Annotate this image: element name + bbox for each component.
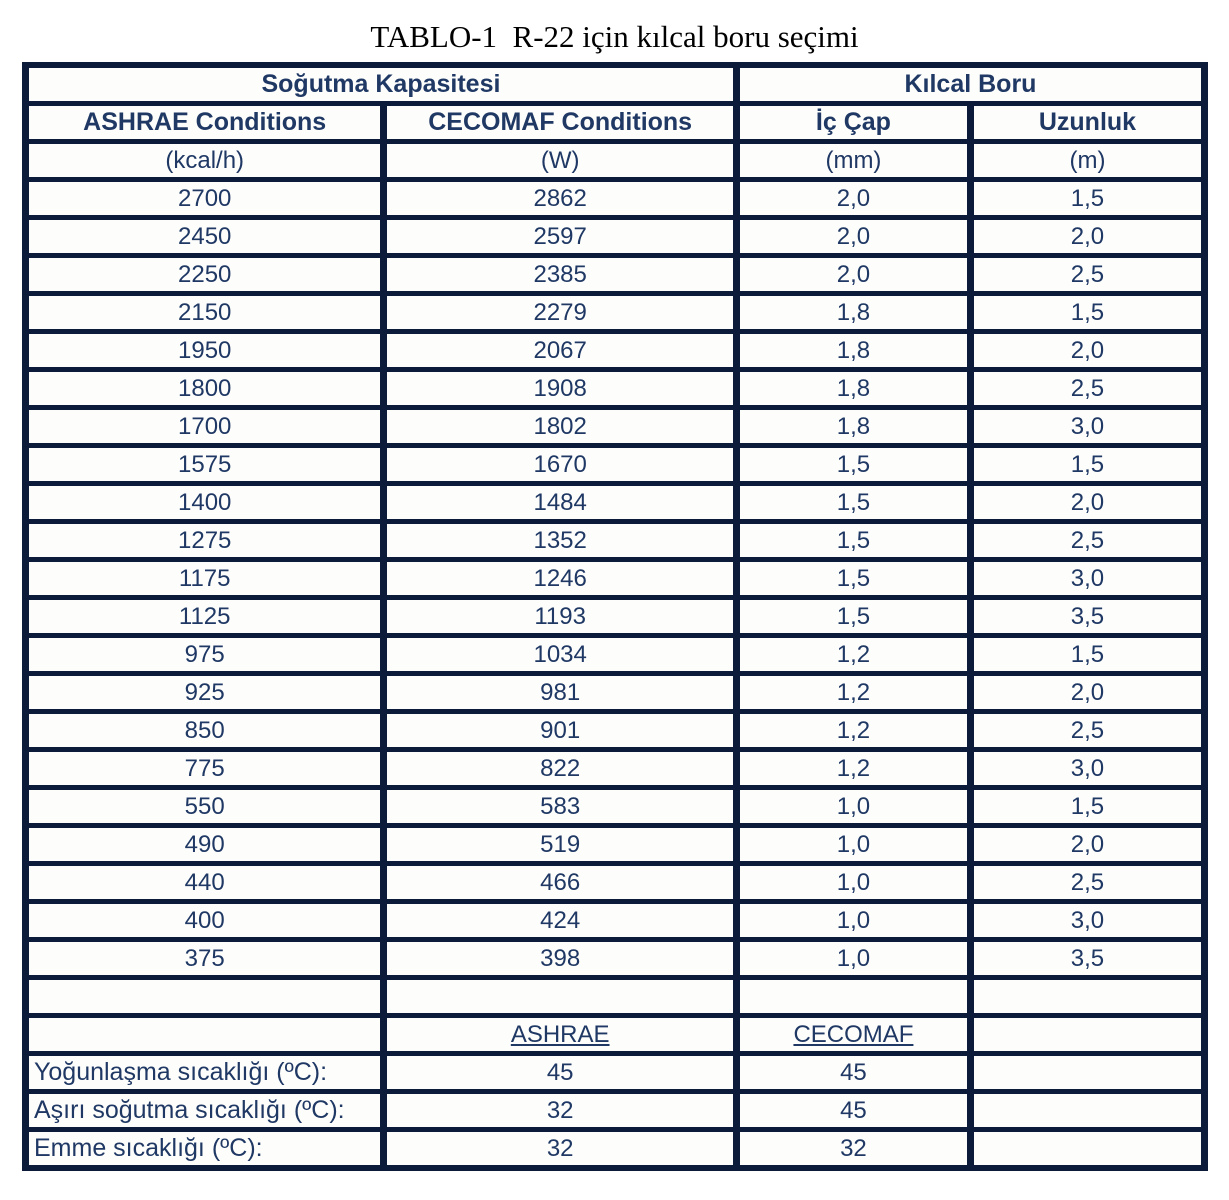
table-row	[26, 674, 1205, 712]
table-cell: 1,0	[736, 788, 970, 826]
table-cell: 1,5	[736, 560, 970, 598]
table-cell: 1800	[26, 370, 384, 408]
table-row	[26, 712, 1205, 750]
table-cell	[970, 1092, 1204, 1130]
table-cell: 1,5	[970, 180, 1204, 218]
table-cell: 490	[26, 826, 384, 864]
table-cell: 3,0	[970, 750, 1204, 788]
unit-watt: (W)	[384, 142, 737, 180]
table-cell: 2,0	[970, 484, 1204, 522]
condition-row	[26, 1092, 1205, 1130]
table-cell: 2,0	[970, 218, 1204, 256]
table-cell: 1400	[26, 484, 384, 522]
table-row	[26, 864, 1205, 902]
table-cell: 2,5	[970, 370, 1204, 408]
table-row	[26, 788, 1205, 826]
table-cell: 2250	[26, 256, 384, 294]
group-header-row	[26, 65, 1205, 104]
table-title: TABLO-1 R-22 için kılcal boru seçimi	[370, 19, 859, 54]
condition-label: Yoğunlaşma sıcaklığı (ºC):	[26, 1054, 384, 1092]
table-row	[26, 940, 1205, 978]
table-cell: 1,5	[736, 484, 970, 522]
table-row	[26, 256, 1205, 294]
condition-row	[26, 1130, 1205, 1169]
group-header-cooling-capacity: Soğutma Kapasitesi	[26, 65, 737, 104]
table-row	[26, 598, 1205, 636]
table-row	[26, 522, 1205, 560]
column-header-inner-diameter: İç Çap	[736, 104, 970, 142]
table-cell: 1246	[384, 560, 737, 598]
table-cell: 1,2	[736, 750, 970, 788]
table-cell: 2,0	[970, 826, 1204, 864]
table-cell: 424	[384, 902, 737, 940]
table-cell: 975	[26, 636, 384, 674]
table-cell: 2,5	[970, 522, 1204, 560]
table-cell: 1484	[384, 484, 737, 522]
table-cell: 1,5	[736, 446, 970, 484]
table-cell: 2385	[384, 256, 737, 294]
table-row	[26, 484, 1205, 522]
column-header-ashrae-conditions: ASHRAE Conditions	[26, 104, 384, 142]
table-cell: 2,0	[736, 218, 970, 256]
reference-cecomaf-label	[736, 1016, 970, 1054]
table-row	[26, 636, 1205, 674]
condition-value-cecomaf: 32	[736, 1130, 970, 1169]
table-row	[26, 408, 1205, 446]
table-cell: 1670	[384, 446, 737, 484]
table-row	[26, 826, 1205, 864]
table-cell	[26, 978, 384, 1016]
table-cell	[26, 1016, 384, 1054]
column-header-length: Uzunluk	[970, 104, 1204, 142]
table-row	[26, 332, 1205, 370]
column-header-cecomaf-conditions: CECOMAF Conditions	[384, 104, 737, 142]
condition-value-cecomaf: 45	[736, 1054, 970, 1092]
table-cell: 1,0	[736, 864, 970, 902]
table-cell: 2700	[26, 180, 384, 218]
table-cell: 1,5	[970, 636, 1204, 674]
condition-label: Emme sıcaklığı (ºC):	[26, 1130, 384, 1169]
table-cell: 550	[26, 788, 384, 826]
table-row	[26, 902, 1205, 940]
table-cell: 1034	[384, 636, 737, 674]
table-row	[26, 370, 1205, 408]
table-cell: 3,0	[970, 902, 1204, 940]
table-cell: 1,0	[736, 902, 970, 940]
table-cell: 3,0	[970, 560, 1204, 598]
table-cell: 2150	[26, 294, 384, 332]
table-cell: 822	[384, 750, 737, 788]
table-cell: 2,0	[970, 674, 1204, 712]
table-cell: 2450	[26, 218, 384, 256]
unit-row	[26, 142, 1205, 180]
table-cell: 2,0	[736, 180, 970, 218]
table-cell: 1908	[384, 370, 737, 408]
reference-ashrae-text: ASHRAE	[510, 1021, 610, 1048]
table-cell: 1125	[26, 598, 384, 636]
table-row	[26, 750, 1205, 788]
unit-mm: (mm)	[736, 142, 970, 180]
group-header-capillary-tube: Kılcal Boru	[736, 65, 1204, 104]
table-cell: 1,2	[736, 674, 970, 712]
table-cell: 3,5	[970, 598, 1204, 636]
table-cell: 440	[26, 864, 384, 902]
condition-row	[26, 1054, 1205, 1092]
table-cell: 1,2	[736, 636, 970, 674]
table-cell: 1,2	[736, 712, 970, 750]
condition-value-ashrae: 32	[384, 1092, 737, 1130]
table-cell: 1802	[384, 408, 737, 446]
spacer-row	[26, 978, 1205, 1016]
capillary-tube-selection-table	[22, 62, 1208, 1171]
table-cell	[736, 978, 970, 1016]
reference-ashrae-label	[384, 1016, 737, 1054]
table-cell: 466	[384, 864, 737, 902]
condition-rows-body	[26, 1054, 1205, 1169]
table-cell: 2067	[384, 332, 737, 370]
table-cell	[970, 1130, 1204, 1169]
table-cell: 3,0	[970, 408, 1204, 446]
table-cell: 1193	[384, 598, 737, 636]
table-cell: 1175	[26, 560, 384, 598]
condition-value-ashrae: 32	[384, 1130, 737, 1169]
unit-kcalh: (kcal/h)	[26, 142, 384, 180]
table-cell: 1,0	[736, 826, 970, 864]
table-cell: 1275	[26, 522, 384, 560]
table-cell: 3,5	[970, 940, 1204, 978]
table-row	[26, 294, 1205, 332]
table-cell	[384, 978, 737, 1016]
table-row	[26, 218, 1205, 256]
table-cell: 1,5	[736, 522, 970, 560]
table-row	[26, 446, 1205, 484]
table-row	[26, 560, 1205, 598]
table-cell: 2,5	[970, 864, 1204, 902]
table-cell	[970, 978, 1204, 1016]
table-cell: 2,0	[970, 332, 1204, 370]
condition-value-cecomaf: 45	[736, 1092, 970, 1130]
table-cell: 583	[384, 788, 737, 826]
table-cell: 2,0	[736, 256, 970, 294]
table-cell: 375	[26, 940, 384, 978]
table-cell	[970, 1016, 1204, 1054]
table-cell	[970, 1054, 1204, 1092]
unit-m: (m)	[970, 142, 1204, 180]
bottom-section-body	[26, 978, 1205, 1054]
table-cell: 1700	[26, 408, 384, 446]
table-cell: 1,8	[736, 294, 970, 332]
table-cell: 2,5	[970, 712, 1204, 750]
table-cell: 400	[26, 902, 384, 940]
table-cell: 1575	[26, 446, 384, 484]
table-cell: 925	[26, 674, 384, 712]
table-row	[26, 180, 1205, 218]
table-cell: 1,8	[736, 408, 970, 446]
table-cell: 901	[384, 712, 737, 750]
table-cell: 1,8	[736, 370, 970, 408]
table-cell: 2279	[384, 294, 737, 332]
table-cell: 398	[384, 940, 737, 978]
table-cell: 2,5	[970, 256, 1204, 294]
condition-label: Aşırı soğutma sıcaklığı (ºC):	[26, 1092, 384, 1130]
table-cell: 850	[26, 712, 384, 750]
condition-value-ashrae: 45	[384, 1054, 737, 1092]
table-cell: 1,5	[970, 294, 1204, 332]
table-cell: 2862	[384, 180, 737, 218]
table-cell: 1,5	[970, 788, 1204, 826]
table-cell: 1,5	[970, 446, 1204, 484]
table-cell: 1950	[26, 332, 384, 370]
reference-header-row	[26, 1016, 1205, 1054]
table-cell: 981	[384, 674, 737, 712]
table-cell: 2597	[384, 218, 737, 256]
column-header-row	[26, 104, 1205, 142]
table-cell: 1,8	[736, 332, 970, 370]
table-cell: 1,0	[736, 940, 970, 978]
table-cell: 1352	[384, 522, 737, 560]
table-cell: 1,5	[736, 598, 970, 636]
reference-cecomaf-text: CECOMAF	[793, 1021, 914, 1048]
table-cell: 519	[384, 826, 737, 864]
data-rows-body	[26, 180, 1205, 978]
table-cell: 775	[26, 750, 384, 788]
